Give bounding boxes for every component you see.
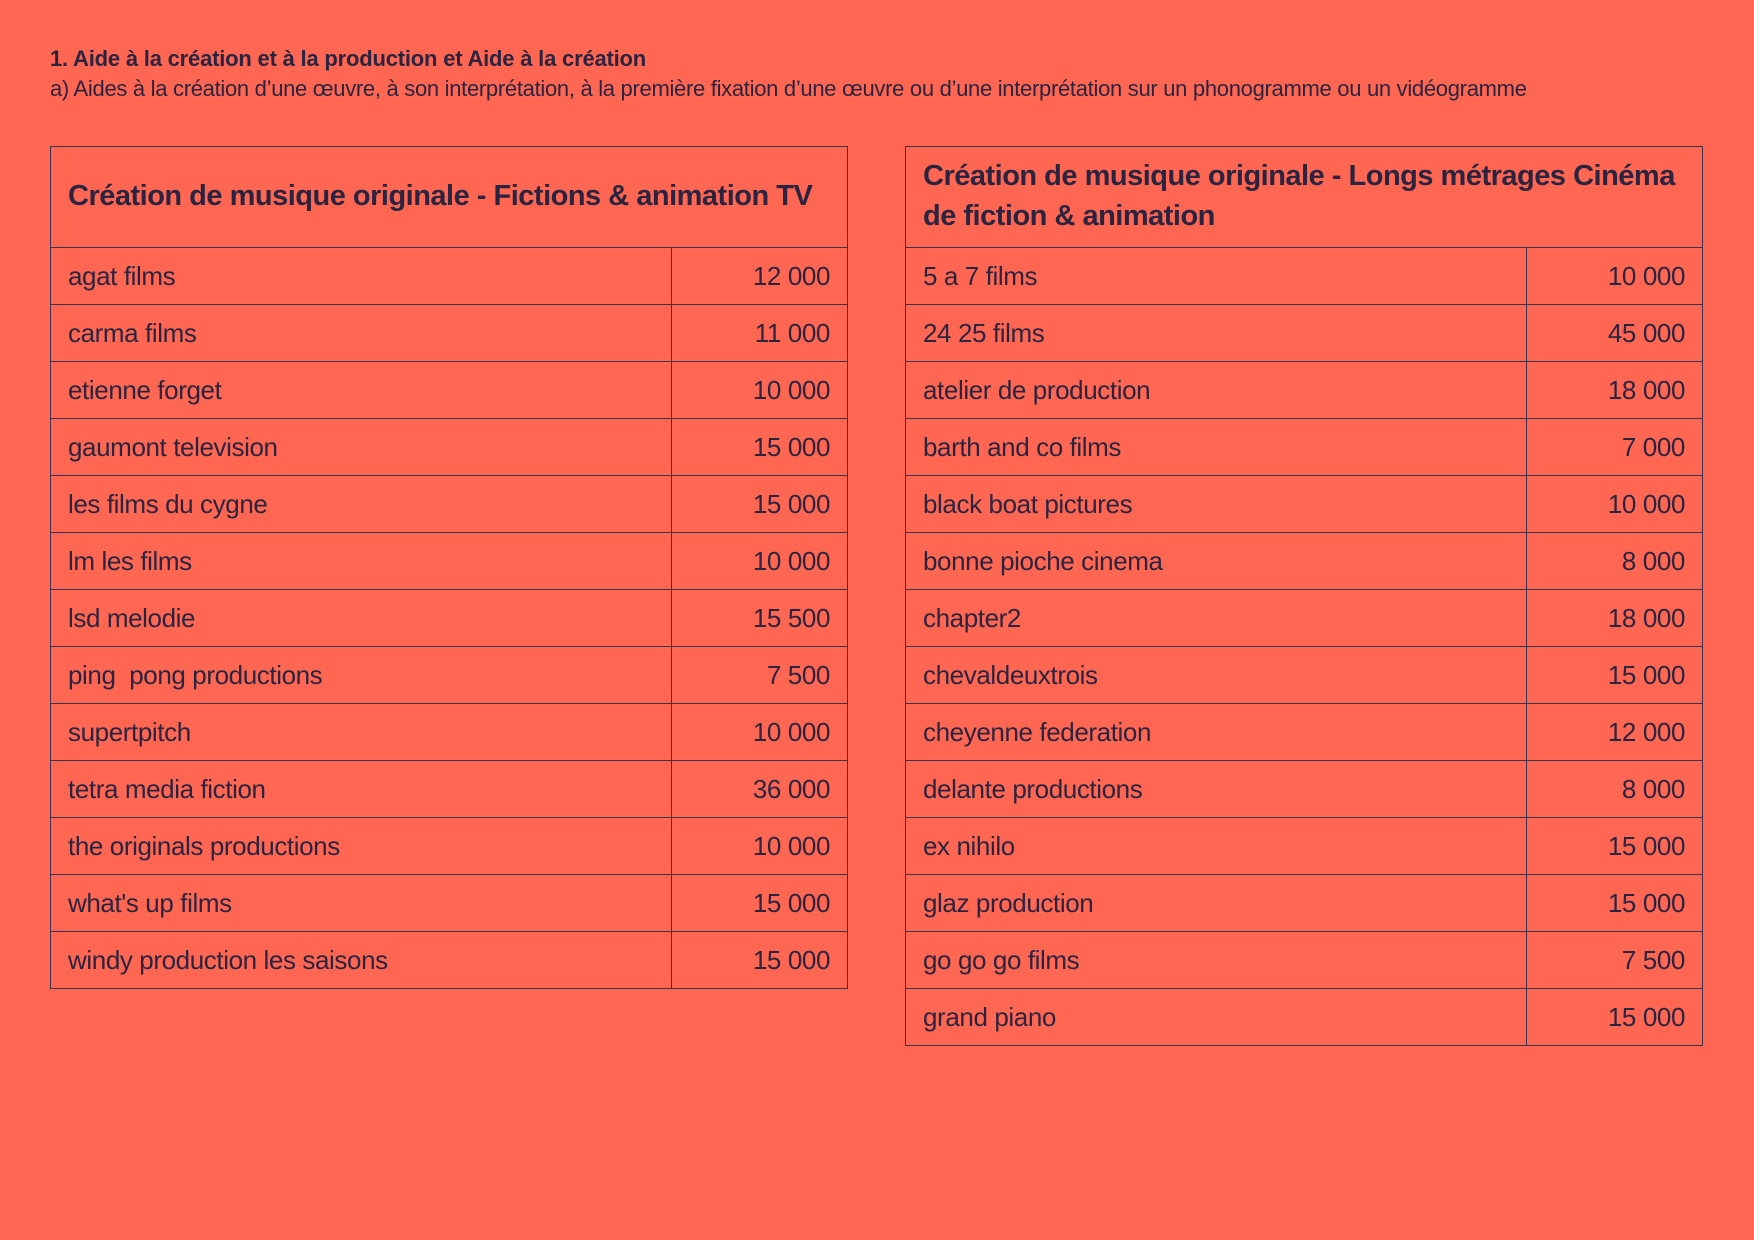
producer-name-cell: 24 25 films (906, 305, 1527, 362)
table-row (51, 533, 848, 590)
producer-name-cell: go go go films (906, 932, 1527, 989)
producer-name-cell: 5 a 7 films (906, 248, 1527, 305)
table-body (51, 248, 848, 989)
producer-name-cell: supertpitch (51, 704, 672, 761)
table-row (51, 305, 848, 362)
amount-cell: 10 000 (671, 704, 847, 761)
amount-cell: 7 500 (1526, 932, 1702, 989)
page-header (50, 44, 1710, 104)
producer-name-cell: ping pong productions (51, 647, 672, 704)
table-row (906, 590, 1703, 647)
amount-cell: 8 000 (1526, 533, 1702, 590)
producer-name-cell: lm les films (51, 533, 672, 590)
producer-name-cell: glaz production (906, 875, 1527, 932)
table-fictions-animation-tv (50, 146, 848, 989)
table-row (906, 533, 1703, 590)
table-row (51, 818, 848, 875)
producer-name-cell: the originals productions (51, 818, 672, 875)
producer-name-cell: black boat pictures (906, 476, 1527, 533)
table-row (906, 875, 1703, 932)
table-body (906, 248, 1703, 1046)
amount-cell: 12 000 (1526, 704, 1702, 761)
amount-cell: 10 000 (671, 533, 847, 590)
producer-name-cell: tetra media fiction (51, 761, 672, 818)
table-row (906, 818, 1703, 875)
producer-name-cell: atelier de production (906, 362, 1527, 419)
table-header-row (906, 147, 1703, 248)
producer-name-cell: chevaldeuxtrois (906, 647, 1527, 704)
producer-name-cell: what's up films (51, 875, 672, 932)
section-subtitle: a) Aides à la création d’une œuvre, à son interprétation, à la première fixation d’une œuvre ou d’une interprétation sur un phonogramme ou un vidéogramme (50, 76, 1527, 101)
amount-cell: 18 000 (1526, 590, 1702, 647)
amount-cell: 15 000 (671, 932, 847, 989)
producer-name-cell: lsd melodie (51, 590, 672, 647)
producer-name-cell: windy production les saisons (51, 932, 672, 989)
producer-name-cell: etienne forget (51, 362, 672, 419)
table-row (51, 476, 848, 533)
table-row (906, 362, 1703, 419)
table-row (906, 419, 1703, 476)
amount-cell: 15 000 (671, 476, 847, 533)
producer-name-cell: agat films (51, 248, 672, 305)
amount-cell: 7 500 (671, 647, 847, 704)
amount-cell: 12 000 (671, 248, 847, 305)
amount-cell: 36 000 (671, 761, 847, 818)
amount-cell: 8 000 (1526, 761, 1702, 818)
producer-name-cell: carma films (51, 305, 672, 362)
amount-cell: 10 000 (671, 818, 847, 875)
amount-cell: 15 000 (671, 875, 847, 932)
producer-name-cell: les films du cygne (51, 476, 672, 533)
section-title: 1. Aide à la création et à la production et Aide à la création (50, 46, 647, 71)
amount-cell: 15 500 (671, 590, 847, 647)
table-title: Création de musique originale - Fictions & animation TV (51, 147, 848, 248)
table-row (51, 248, 848, 305)
amount-cell: 45 000 (1526, 305, 1702, 362)
producer-name-cell: gaumont television (51, 419, 672, 476)
table-row (51, 875, 848, 932)
table-row (51, 590, 848, 647)
amount-cell: 15 000 (1526, 989, 1702, 1046)
table-row (51, 932, 848, 989)
amount-cell: 7 000 (1526, 419, 1702, 476)
producer-name-cell: bonne pioche cinema (906, 533, 1527, 590)
amount-cell: 18 000 (1526, 362, 1702, 419)
amount-cell: 15 000 (1526, 875, 1702, 932)
amount-cell: 15 000 (1526, 647, 1702, 704)
amount-cell: 10 000 (1526, 248, 1702, 305)
producer-name-cell: grand piano (906, 989, 1527, 1046)
table-row (51, 704, 848, 761)
table-row (906, 647, 1703, 704)
table-row (51, 647, 848, 704)
amount-cell: 10 000 (1526, 476, 1702, 533)
amount-cell: 11 000 (671, 305, 847, 362)
table-header-row (51, 147, 848, 248)
producer-name-cell: chapter2 (906, 590, 1527, 647)
producer-name-cell: barth and co films (906, 419, 1527, 476)
table-row (906, 248, 1703, 305)
table-row (906, 704, 1703, 761)
producer-name-cell: ex nihilo (906, 818, 1527, 875)
table-longs-metrages-cinema (905, 146, 1703, 1046)
table-row (51, 761, 848, 818)
table-row (906, 932, 1703, 989)
amount-cell: 15 000 (1526, 818, 1702, 875)
producer-name-cell: cheyenne federation (906, 704, 1527, 761)
table-row (906, 761, 1703, 818)
table-row (906, 305, 1703, 362)
table-row (51, 419, 848, 476)
producer-name-cell: delante productions (906, 761, 1527, 818)
amount-cell: 15 000 (671, 419, 847, 476)
table-row (906, 476, 1703, 533)
table-row (906, 989, 1703, 1046)
amount-cell: 10 000 (671, 362, 847, 419)
table-title: Création de musique originale - Longs métrages Cinéma de fiction & animation (906, 147, 1703, 248)
table-row (51, 362, 848, 419)
